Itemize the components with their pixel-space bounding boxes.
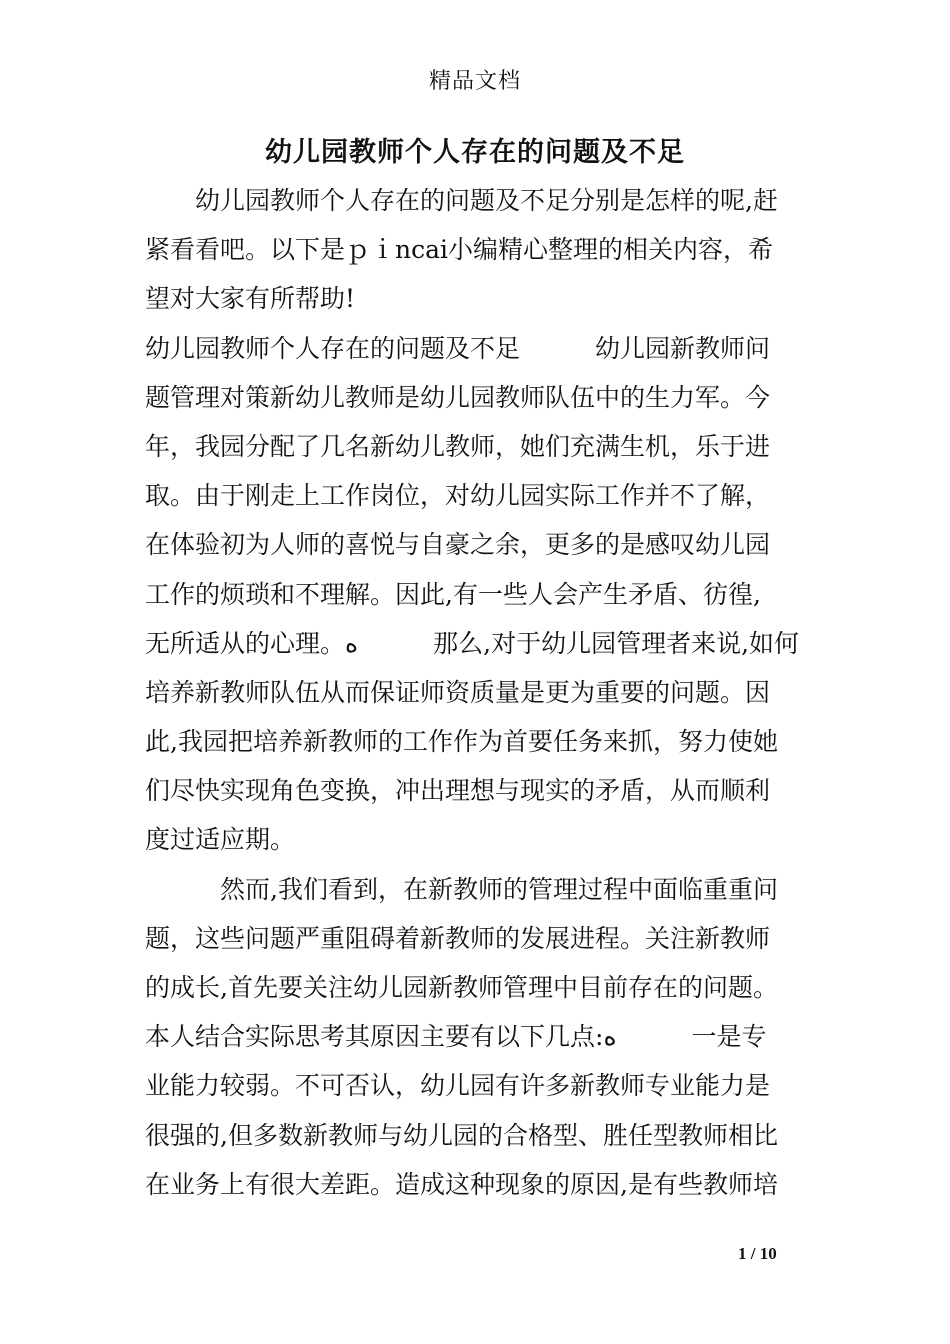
text-line: 幼儿园教师个人存在的问题及不足分别是怎样的呢,赶: [145, 186, 778, 215]
text-line: 本人结合实际思考其原因主要有以下几点:ﻩ 一是专: [145, 1022, 767, 1052]
text-line: 培养新教师队伍从而保证师资质量是更为重要的问题。因: [145, 677, 771, 707]
document-header: 精品文档: [428, 69, 521, 94]
text-line: 然而,我们看到，在新教师的管理过程中面临重重问: [145, 874, 778, 904]
text-line: 此,我园把培养新教师的工作作为首要任务来抓，努力使她: [145, 727, 778, 757]
text-line: 在体验初为人师的喜悦与自豪之余，更多的是感叹幼儿园: [145, 530, 771, 560]
text-line: 的成长,首先要关注幼儿园新教师管理中目前存在的问题。: [145, 973, 778, 1002]
text-line: 们尽快实现角色变换，冲出理想与现实的矛盾，从而顺利: [145, 776, 771, 806]
document-body: [145, 176, 807, 1209]
text-line: 无所适从的心理。ﻩ 那么,对于幼儿园管理者来说,如何: [145, 628, 800, 658]
text-line: 幼儿园教师个人存在的问题及不足 幼儿园新教师问: [145, 333, 771, 363]
text-line: 紧看看吧。以下是ｐｉncai小编精心整理的相关内容，希: [145, 235, 774, 265]
text-line: 工作的烦琐和不理解。因此,有一些人会产生矛盾、彷徨,: [145, 579, 761, 609]
text-line: 年，我园分配了几名新幼儿教师，她们充满生机，乐于进: [145, 431, 771, 461]
text-line: 题管理对策新幼儿教师是幼儿园教师队伍中的生力军。今: [145, 382, 771, 412]
document-title: 幼儿园教师个人存在的问题及不足: [265, 137, 685, 168]
text-line: 望对大家有所帮助!: [145, 284, 356, 314]
text-line: 取。由于刚走上工作岗位，对幼儿园实际工作并不了解，: [145, 481, 771, 511]
text-line: 在业务上有很大差距。造成这种现象的原因,是有些教师培: [145, 1169, 778, 1199]
text-line: 很强的,但多数新教师与幼儿园的合格型、胜任型教师相比: [145, 1120, 778, 1150]
text-line: 业能力较弱。不可否认，幼儿园有许多新教师专业能力是: [145, 1071, 771, 1101]
text-line: 度过适应期。: [145, 825, 296, 855]
page-number: 1 / 10: [738, 1244, 777, 1263]
text-line: 题，这些问题严重阻碍着新教师的发展进程。关注新教师: [145, 923, 771, 953]
